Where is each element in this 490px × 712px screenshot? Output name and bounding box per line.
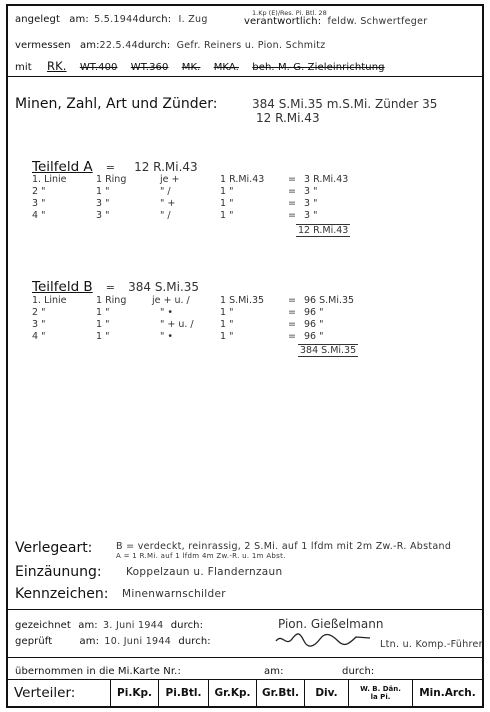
teilfeld-a-heading <box>32 156 198 175</box>
cell-eq: = <box>288 174 296 185</box>
cell-count: 1 " <box>220 210 234 221</box>
teilfeld-a-row-2 <box>32 186 392 198</box>
cell-count: 1 S.Mi.35 <box>220 295 265 306</box>
gezeichnet-row <box>15 620 203 631</box>
vermessen-durch-label: durch: <box>137 40 171 51</box>
cell-linie: 1. Linie <box>32 174 67 185</box>
cell-linie: 3 " <box>32 198 46 209</box>
teilfeld-b-row-1 <box>32 295 392 307</box>
cell-count: 1 " <box>220 331 234 342</box>
mit-option-wt360: WT.360 <box>130 62 169 73</box>
cell-eq: = <box>288 319 296 330</box>
cell-count: 1 " <box>220 307 234 318</box>
cell-result: 96 " <box>304 331 324 342</box>
teilfeld-b-eq: = <box>105 281 116 294</box>
teilfeld-a-total: 12 R.Mi.43 <box>134 160 198 174</box>
cell-je: " / <box>160 210 171 221</box>
cell-je: " • <box>160 331 173 342</box>
mit-row <box>15 59 385 73</box>
verlegeart-value-2: A = 1 R.Mi. auf 1 lfdm 4m Zw.-R. u. 1m Abst. <box>116 552 286 560</box>
cell-result: 3 " <box>304 210 318 221</box>
cell-count: 1 " <box>220 319 234 330</box>
geprueft-date: 10. Juni 1944 <box>104 636 172 647</box>
minen-label: Minen, Zahl, Art und Zünder: <box>15 96 218 112</box>
vermessen-by: Gefr. Reiners u. Pion. Schmitz <box>176 40 326 51</box>
verteiler-row <box>8 679 482 706</box>
cell-ring: 3 " <box>96 210 110 221</box>
verteiler-div: Div. <box>304 680 348 706</box>
cell-ring: 1 " <box>96 319 110 330</box>
teilfeld-a-sum: 12 R.Mi.43 <box>298 225 349 236</box>
cell-linie: 1. Linie <box>32 295 67 306</box>
cell-result: 96 " <box>304 307 324 318</box>
signature-scribble <box>274 629 374 651</box>
mit-option-wt400: WT.400 <box>79 62 118 73</box>
cell-linie: 4 " <box>32 331 46 342</box>
cell-je: " / <box>160 186 171 197</box>
cell-count: 1 " <box>220 186 234 197</box>
minen-line2: 12 R.Mi.43 <box>256 111 320 125</box>
cell-result: 96 " <box>304 319 324 330</box>
verteiler-wb <box>348 680 412 706</box>
gezeichnet-by: Pion. Gießelmann <box>278 617 384 631</box>
cell-je: " + <box>160 198 176 209</box>
cell-je: je + u. / <box>152 295 190 306</box>
teilfeld-b-row-4 <box>32 331 392 343</box>
cell-eq: = <box>288 210 296 221</box>
vermessen-date: 22.5.44 <box>99 40 138 51</box>
divider-uebernommen <box>8 657 482 658</box>
gezeichnet-label: gezeichnet <box>15 620 71 631</box>
divider-signatures <box>8 609 482 610</box>
cell-result: 3 " <box>304 198 318 209</box>
teilfeld-b-sum: 384 S.Mi.35 <box>300 345 357 356</box>
vermessen-label: vermessen <box>15 40 71 51</box>
cell-eq: = <box>288 295 296 306</box>
cell-eq: = <box>288 307 296 318</box>
kennzeichen-value: Minenwarnschilder <box>122 588 226 600</box>
geprueft-by: Ltn. u. Komp.-Führer <box>380 639 483 650</box>
verteiler-wb-line1: W. B. Dän. <box>360 685 401 693</box>
teilfeld-b-row-3 <box>32 319 392 331</box>
teilfeld-a-row-3 <box>32 198 392 210</box>
geprueft-am: am: <box>79 636 100 647</box>
verteiler-gr-kp: Gr.Kp. <box>208 680 256 706</box>
cell-ring: 1 Ring <box>96 174 127 185</box>
verteiler-wb-line2: la Pi. <box>370 693 391 701</box>
uebernommen-durch: durch: <box>342 666 375 677</box>
kennzeichen-label: Kennzeichen: <box>15 586 109 602</box>
gezeichnet-date: 3. Juni 1944 <box>103 620 164 631</box>
divider-header <box>8 76 482 77</box>
teilfeld-a-row-1 <box>32 174 392 186</box>
cell-result: 3 R.Mi.43 <box>304 174 349 185</box>
cell-eq: = <box>288 186 296 197</box>
teilfeld-b-title: Teilfeld B <box>32 279 93 295</box>
cell-result: 96 S.Mi.35 <box>304 295 355 306</box>
cell-linie: 2 " <box>32 186 46 197</box>
verteiler-gr-btl: Gr.Btl. <box>256 680 304 706</box>
uebernommen-am: am: <box>264 666 284 677</box>
vermessen-am-label: am: <box>80 40 100 51</box>
cell-result: 3 " <box>304 186 318 197</box>
einzaeunung-value: Koppelzaun u. Flandernzaun <box>126 566 283 578</box>
verlegeart-value: B = verdeckt, reinrassig, 2 S.Mi. auf 1 lfdm mit 2m Zw.-R. Abstand <box>116 541 452 552</box>
verlegeart-label: Verlegeart: <box>15 540 93 556</box>
teilfeld-a-eq: = <box>105 161 115 174</box>
am-label: am: <box>69 14 89 25</box>
einzaeunung-label: Einzäunung: <box>15 564 102 580</box>
cell-eq: = <box>288 198 296 209</box>
verteiler-label: Verteiler: <box>14 685 76 701</box>
unit-note: 1.Kp (E)/Res. Pi. Btl. 28 <box>252 9 327 17</box>
teilfeld-b-total: 384 S.Mi.35 <box>128 280 200 294</box>
teilfeld-a-title: Teilfeld A <box>32 159 93 175</box>
gezeichnet-durch: durch: <box>170 620 204 631</box>
cell-je: je + <box>160 174 180 185</box>
cell-ring: 1 Ring <box>96 295 127 306</box>
mit-option-mg: beh. M. G. Zieleinrichtung <box>252 62 385 73</box>
angelegt-label: angelegt <box>15 14 60 25</box>
angelegt-by: I. Zug <box>178 14 208 25</box>
mit-label: mit <box>15 62 32 73</box>
verteiler-min-arch: Min.Arch. <box>412 680 482 706</box>
cell-count: 1 R.Mi.43 <box>220 174 265 185</box>
verantwortlich-label: verantwortlich: <box>244 16 322 27</box>
cell-count: 1 " <box>220 198 234 209</box>
cell-ring: 1 " <box>96 307 110 318</box>
gezeichnet-am: am: <box>78 620 98 631</box>
vermessen-row <box>15 40 326 51</box>
cell-linie: 2 " <box>32 307 46 318</box>
geprueft-row <box>15 636 211 647</box>
cell-je: " • <box>160 307 173 318</box>
cell-linie: 3 " <box>32 319 46 330</box>
angelegt-row <box>15 14 208 25</box>
minefield-record-form <box>6 4 484 708</box>
geprueft-label: geprüft <box>15 636 53 647</box>
teilfeld-b-row-2 <box>32 307 392 319</box>
durch-label: durch: <box>138 14 172 25</box>
teilfeld-a-row-4 <box>32 210 392 222</box>
teilfeld-b-heading <box>32 276 199 295</box>
mit-option-mk: MK. <box>181 62 201 73</box>
verantwortlich-name: feldw. Schwertfeger <box>327 16 428 27</box>
cell-ring: 1 " <box>96 186 110 197</box>
verantwortlich-row <box>244 16 427 27</box>
cell-ring: 3 " <box>96 198 110 209</box>
mit-option-mka: MKA. <box>213 62 239 73</box>
cell-je: " + u. / <box>160 319 194 330</box>
mit-selected: RK. <box>47 59 67 73</box>
uebernommen-label: übernommen in die Mi.Karte Nr.: <box>15 666 181 677</box>
verteiler-pi-btl: Pi.Btl. <box>158 680 208 706</box>
angelegt-date: 5.5.1944 <box>94 14 139 25</box>
cell-ring: 1 " <box>96 331 110 342</box>
cell-eq: = <box>288 331 296 342</box>
cell-linie: 4 " <box>32 210 46 221</box>
minen-line1: 384 S.Mi.35 m.S.Mi. Zünder 35 <box>252 97 438 111</box>
geprueft-durch: durch: <box>178 636 211 647</box>
verteiler-pi-kp: Pi.Kp. <box>110 680 158 706</box>
